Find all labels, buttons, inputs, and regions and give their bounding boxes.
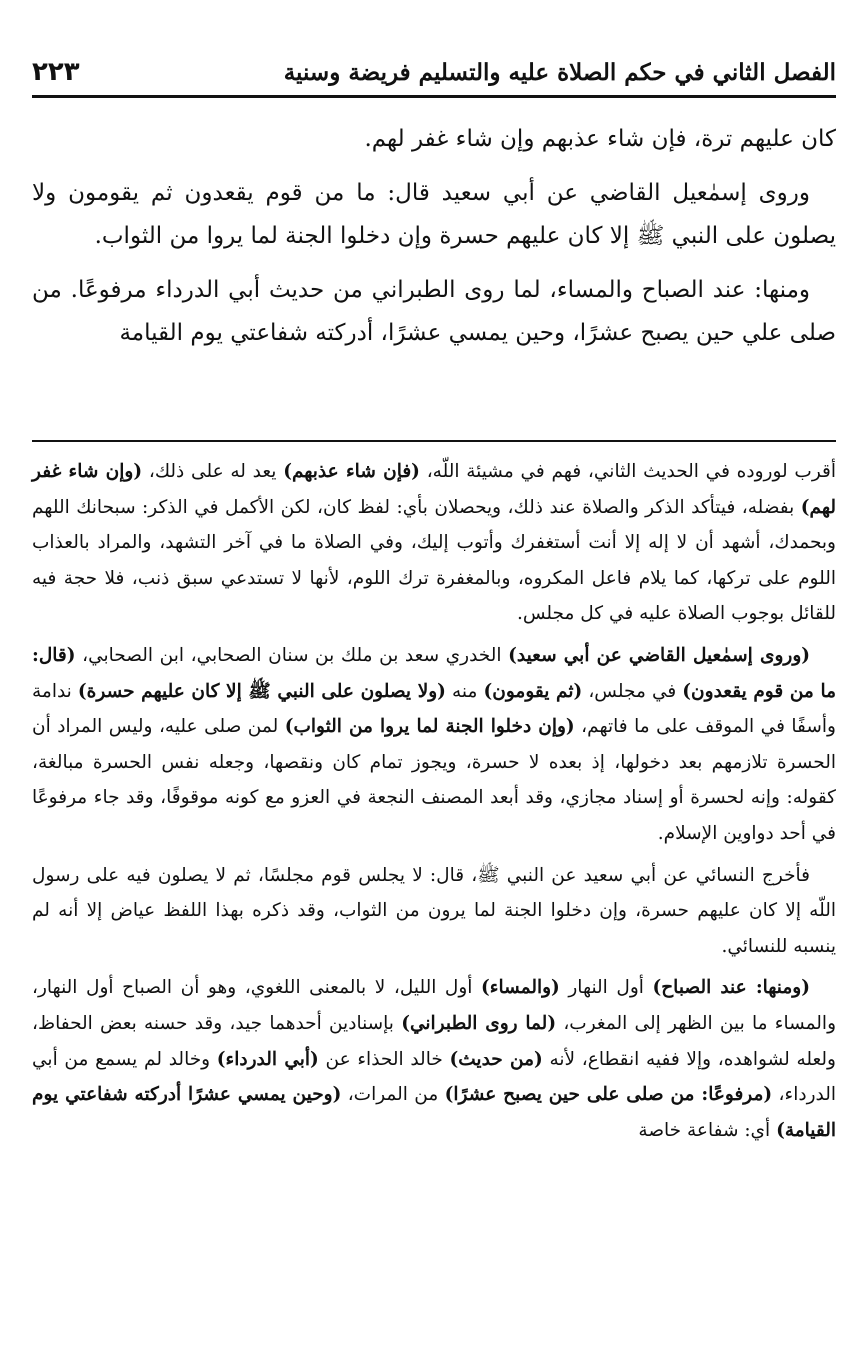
quoted-phrase: (والمساء) bbox=[481, 977, 560, 999]
quoted-phrase: (ولا يصلون على النبي ﷺ إلا كان عليهم حسرة) bbox=[77, 680, 446, 702]
text-run: منه bbox=[445, 680, 484, 702]
footnote-divider bbox=[32, 440, 836, 442]
quoted-phrase: (وحين يمسي عشرًا أدركته شفاعتي يوم القيامة) bbox=[32, 1084, 836, 1141]
text-run: لمن صلى عليه، وليس المراد أن الحسرة تلازمهم بعد دخولها، إذ بعده لا حسرة، ويجوز تمام كان ونقصها، وجعله نفس الحسرة مبالغة، كقوله: وإنه لحسرة أو إسناد مجازي، وقد أبعد المصنف النجعة في العزو مع كونه موقوفًا، وقد جاء مرفوعًا في أحد دواوين الإسلام. bbox=[32, 716, 836, 844]
text-run: وخالد لم يسمع من أبي الدرداء، bbox=[32, 1048, 836, 1106]
chapter-title: الفصل الثاني في حكم الصلاة عليه والتسليم فريضة وسنية bbox=[283, 58, 836, 86]
quoted-phrase: (فإن شاء عذبهم) bbox=[283, 461, 420, 482]
quoted-phrase: (وإن دخلوا الجنة لما يروا من الثواب) bbox=[284, 716, 575, 738]
text-run: بفضله، فيتأكد الذكر والصلاة عند ذلك، ويحصلان بأي: لفظ كان، لكن الأكمل في الذكر: سبحانك اللهم وبحمدك، أشهد أن لا إله إلا أنت أستغفرك وأتوب إليك، وفي الصلاة ما في آخر التشهد، والمراد بالعذاب اللوم على تركها، كما يلام فاعل المكروه، وبالمغفرة ترك اللوم، لأنها لا تستدعي سبق ذنب، فلا حجة فيه للقائل بوجوب الصلاة عليه في كل مجلس. bbox=[32, 496, 836, 625]
quoted-phrase: (لما روى الطبراني) bbox=[401, 1012, 557, 1034]
main-text bbox=[32, 118, 836, 366]
quoted-phrase: (قال: ما من قوم يقعدون) bbox=[32, 644, 837, 702]
commentary-paragraph-1 bbox=[32, 454, 836, 632]
text-run: أول الليل، لا بالمعنى اللغوي، وهو أن الصباح أول النهار، والمساء ما بين الظهر إلى المغرب، bbox=[32, 977, 836, 1034]
text-run: أول النهار bbox=[559, 977, 653, 999]
text-run: الخدري سعد بن ملك بن سنان الصحابي، ابن الصحابي، bbox=[75, 644, 509, 666]
main-paragraph-2: وروى إسمٰعيل القاضي عن أبي سعيد قال: ما من قوم يقعدون ثم يقومون ولا يصلون على النبي ﷺ إلا كان عليهم حسرة وإن دخلوا الجنة لما يروا من الثواب. bbox=[32, 179, 836, 249]
commentary-paragraph-4 bbox=[32, 970, 836, 1148]
quoted-phrase: (وإن شاء غفر لهم) bbox=[32, 461, 836, 518]
commentary-paragraph-3: فأخرج النسائي عن أبي سعيد عن النبي ﷺ، قال: لا يجلس قوم مجلسًا، ثم لا يصلون فيه على رسول اللّه إلا كان عليهم حسرة، وإن دخلوا الجنة لما يرون من الثواب، وقد ذكره بهذا اللفظ عياض إلا أنه لم ينسبه للنسائي. bbox=[32, 864, 836, 957]
text-run: في مجلس، bbox=[582, 680, 683, 702]
text-run: ندامة وأسفًا في الموقف على ما فاتهم، bbox=[32, 680, 836, 738]
commentary bbox=[32, 454, 836, 1154]
quoted-phrase: (ومنها: عند الصباح) bbox=[652, 977, 810, 999]
header-divider bbox=[32, 95, 836, 98]
text-run: أقرب لوروده في الحديث الثاني، فهم في مشيئة اللّه، bbox=[419, 461, 837, 482]
main-paragraph-3: ومنها: عند الصباح والمساء، لما روى الطبراني من حديث أبي الدرداء مرفوعًا. من صلى علي حين يصبح عشرًا، وحين يمسي عشرًا، أدركته شفاعتي يوم القيامة bbox=[32, 276, 836, 346]
quoted-phrase: (مرفوعًا: من صلى على حين يصبح عشرًا) bbox=[444, 1084, 773, 1106]
text-run: خالد الحذاء عن bbox=[318, 1048, 450, 1070]
text-run: أي: شفاعة خاصة bbox=[638, 1119, 777, 1141]
main-paragraph-1: كان عليهم ترة، فإن شاء عذبهم وإن شاء غفر لهم. bbox=[364, 126, 836, 152]
text-run: بإسنادين أحدهما جيد، وقد حسنه بعض الحفاظ، ولعله لشواهده، وإلا ففيه انقطاع، لأنه bbox=[32, 1012, 836, 1070]
quoted-phrase: (وروى إسمٰعيل القاضي عن أبي سعيد) bbox=[508, 644, 811, 666]
quoted-phrase: (أبي الدرداء) bbox=[216, 1048, 319, 1070]
quoted-phrase: (ثم يقومون) bbox=[483, 680, 583, 702]
running-header bbox=[32, 50, 836, 94]
text-run: من المرات، bbox=[341, 1084, 445, 1106]
quoted-phrase: (من حديث) bbox=[449, 1048, 543, 1070]
page-number: ٢٢٣ bbox=[32, 57, 80, 87]
commentary-paragraph-2 bbox=[32, 638, 836, 852]
text-run: يعد له على ذلك، bbox=[142, 461, 284, 482]
